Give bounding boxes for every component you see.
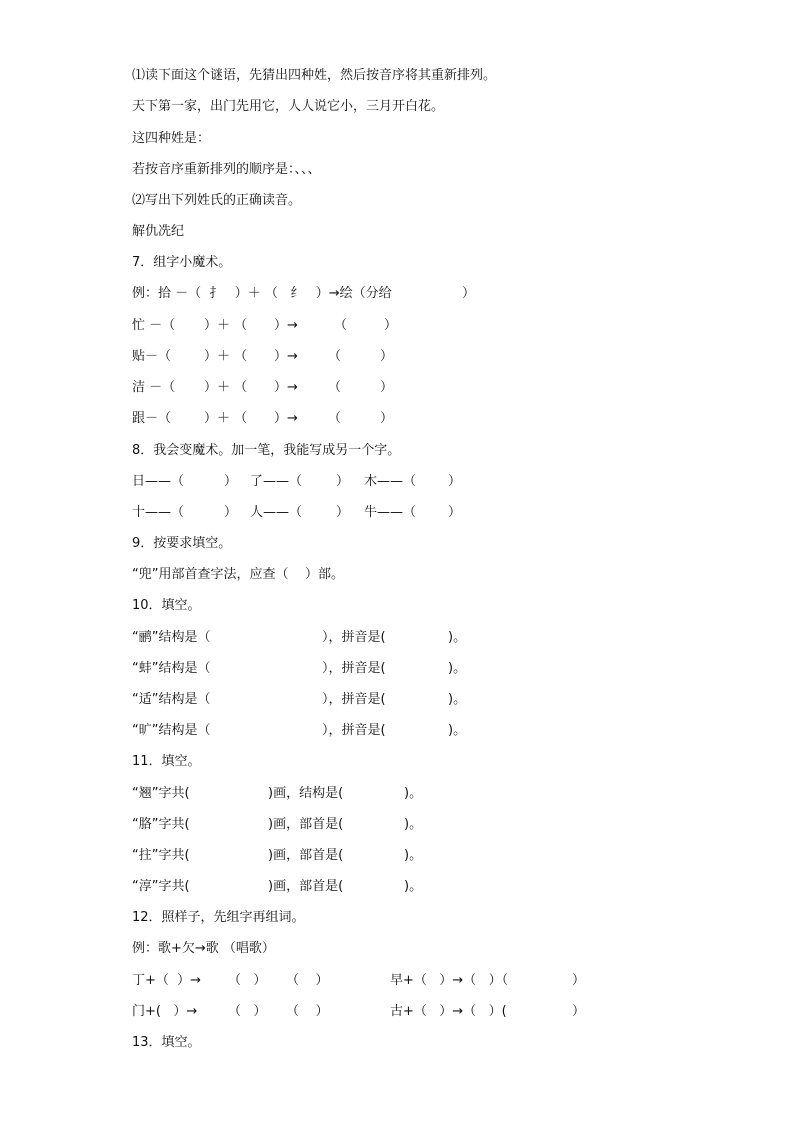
q12-row-part: ） [572, 1004, 586, 1019]
q10-row-part: “鹂”结构是（ [132, 630, 211, 645]
q7-row-part: ）→ [274, 349, 298, 364]
q8-row-part: ） [336, 474, 350, 489]
q7-row-part: ） [380, 411, 394, 426]
q11-row-part: )画，结构是( [268, 786, 344, 801]
q11-row-part: “翘”字共( [132, 786, 190, 801]
part2-instruction: ⑵写出下列姓氏的正确读音。 [132, 193, 302, 208]
q10-row-part: ），拼音是( [322, 723, 386, 738]
q12-row-part: ） [572, 973, 586, 988]
q7-row-part: ） [384, 318, 398, 333]
q7-row-part: ）＋ （ [204, 349, 248, 364]
q9-text: “兜”用部首查字法，应查（ ）部。 [132, 567, 344, 582]
q10-row [132, 661, 752, 677]
q11-row [132, 817, 752, 833]
q11-row-part: )。 [404, 786, 423, 801]
q7-example-main: 例：拾 －（ 扌 ）＋ （ 纟 ）→绘（分给 [132, 286, 392, 301]
q8-row-part: 人——（ [250, 505, 303, 520]
q7-row-part: （ [328, 349, 342, 364]
q8-row-part: ） [336, 505, 350, 520]
q7-row-part: （ [334, 318, 348, 333]
q8-title: 8．我会变魔术。加一笔，我能写成另一个字。 [132, 443, 401, 458]
q11-row-part: )画，部首是( [268, 817, 344, 832]
q10-row-part: ），拼音是( [322, 692, 386, 707]
q7-example [132, 286, 752, 302]
q12-row-part: （ ） [286, 1004, 329, 1019]
four-surnames-prompt: 这四种姓是： [132, 131, 211, 146]
riddle-instruction: ⑴读下面这个谜语，先猜出四种姓，然后按音序将其重新排列。 [132, 68, 497, 83]
q10-row-part: )。 [448, 630, 467, 645]
q10-row-part: )。 [448, 723, 467, 738]
q8-row [132, 474, 752, 490]
q7-row [132, 318, 752, 334]
q7-row-part: ）→ [274, 380, 298, 395]
q11-row [132, 879, 752, 895]
q12-row [132, 973, 752, 989]
q12-title: 12．照样子，先组字再组词。 [132, 910, 305, 925]
q8-row-part: 牛——（ [364, 505, 417, 520]
q7-row-part: ）＋ （ [204, 411, 248, 426]
q10-row-part: )。 [448, 661, 467, 676]
q11-row [132, 848, 752, 864]
q7-row-part: ）→ [274, 318, 298, 333]
q12-example: 例：歌+欠→歌 （唱歌） [132, 941, 275, 956]
q7-row-part: 洁 －（ [132, 380, 176, 395]
q7-row [132, 411, 752, 427]
q8-row [132, 505, 752, 521]
q7-row-part: ）＋ （ [204, 380, 248, 395]
q10-row-part: ），拼音是( [322, 630, 386, 645]
q7-row-part: （ [328, 380, 342, 395]
q7-title: 7．组字小魔术。 [132, 255, 232, 270]
q11-row [132, 786, 752, 802]
q7-row-part: ） [380, 380, 394, 395]
q12-row-part: （ ） [228, 1004, 267, 1019]
q7-row [132, 380, 752, 396]
q12-row [132, 1004, 752, 1020]
q7-row-part: （ [328, 411, 342, 426]
q10-title: 10．填空。 [132, 598, 201, 613]
q10-row-part: “蚌”结构是（ [132, 661, 211, 676]
q8-row-part: ） [448, 474, 462, 489]
q8-row-part: ） [224, 474, 238, 489]
q8-row-part: ） [448, 505, 462, 520]
q7-row-part: 跟－（ [132, 411, 172, 426]
q7-row-part: ） [380, 349, 394, 364]
q12-row-part: 丁+（ ）→ [132, 973, 202, 988]
q12-row-part: 门+( ）→ [132, 1004, 198, 1019]
q10-row-part: “旷”结构是（ [132, 723, 211, 738]
q10-row [132, 723, 752, 739]
q11-row-part: “胳”字共( [132, 817, 190, 832]
q9-title: 9．按要求填空。 [132, 536, 232, 551]
q11-row-part: “拄”字共( [132, 848, 190, 863]
q12-row-part: 早+（ ）→（ ）（ [390, 973, 509, 988]
q7-row-part: ）＋ （ [204, 318, 248, 333]
q12-row-part: 古+（ ）→（ ）( [390, 1004, 507, 1019]
q8-row-part: 了——（ [250, 474, 303, 489]
q11-row-part: )画，部首是( [268, 879, 344, 894]
q11-row-part: “淳”字共( [132, 879, 190, 894]
q10-row [132, 630, 752, 646]
q7-row-part: 贴－（ [132, 349, 172, 364]
surnames-list: 解仇冼纪 [132, 224, 185, 239]
q10-row [132, 692, 752, 708]
q10-row-part: “适”结构是（ [132, 692, 211, 707]
q12-row-part: （ ） [228, 973, 267, 988]
q8-row-part: 日——（ [132, 474, 185, 489]
q11-row-part: )。 [404, 848, 423, 863]
q11-row-part: )画，部首是( [268, 848, 344, 863]
q11-row-part: )。 [404, 817, 423, 832]
q7-row-part: ）→ [274, 411, 298, 426]
q8-row-part: 木——（ [364, 474, 417, 489]
q7-row-part: 忙 －（ [132, 318, 176, 333]
q7-example-close: ） [462, 286, 476, 301]
q10-row-part: ），拼音是( [322, 661, 386, 676]
riddle-text: 天下第一家，出门先用它，人人说它小，三月开白花。 [132, 99, 445, 114]
q7-row [132, 349, 752, 365]
q13-title: 13．填空。 [132, 1035, 201, 1050]
q12-row-part: （ ） [286, 973, 329, 988]
q8-row-part: 十——（ [132, 505, 185, 520]
q11-title: 11．填空。 [132, 754, 201, 769]
order-prompt: 若按音序重新排列的顺序是：、、、 [132, 162, 321, 177]
q11-row-part: )。 [404, 879, 423, 894]
q8-row-part: ） [224, 505, 238, 520]
q10-row-part: )。 [448, 692, 467, 707]
